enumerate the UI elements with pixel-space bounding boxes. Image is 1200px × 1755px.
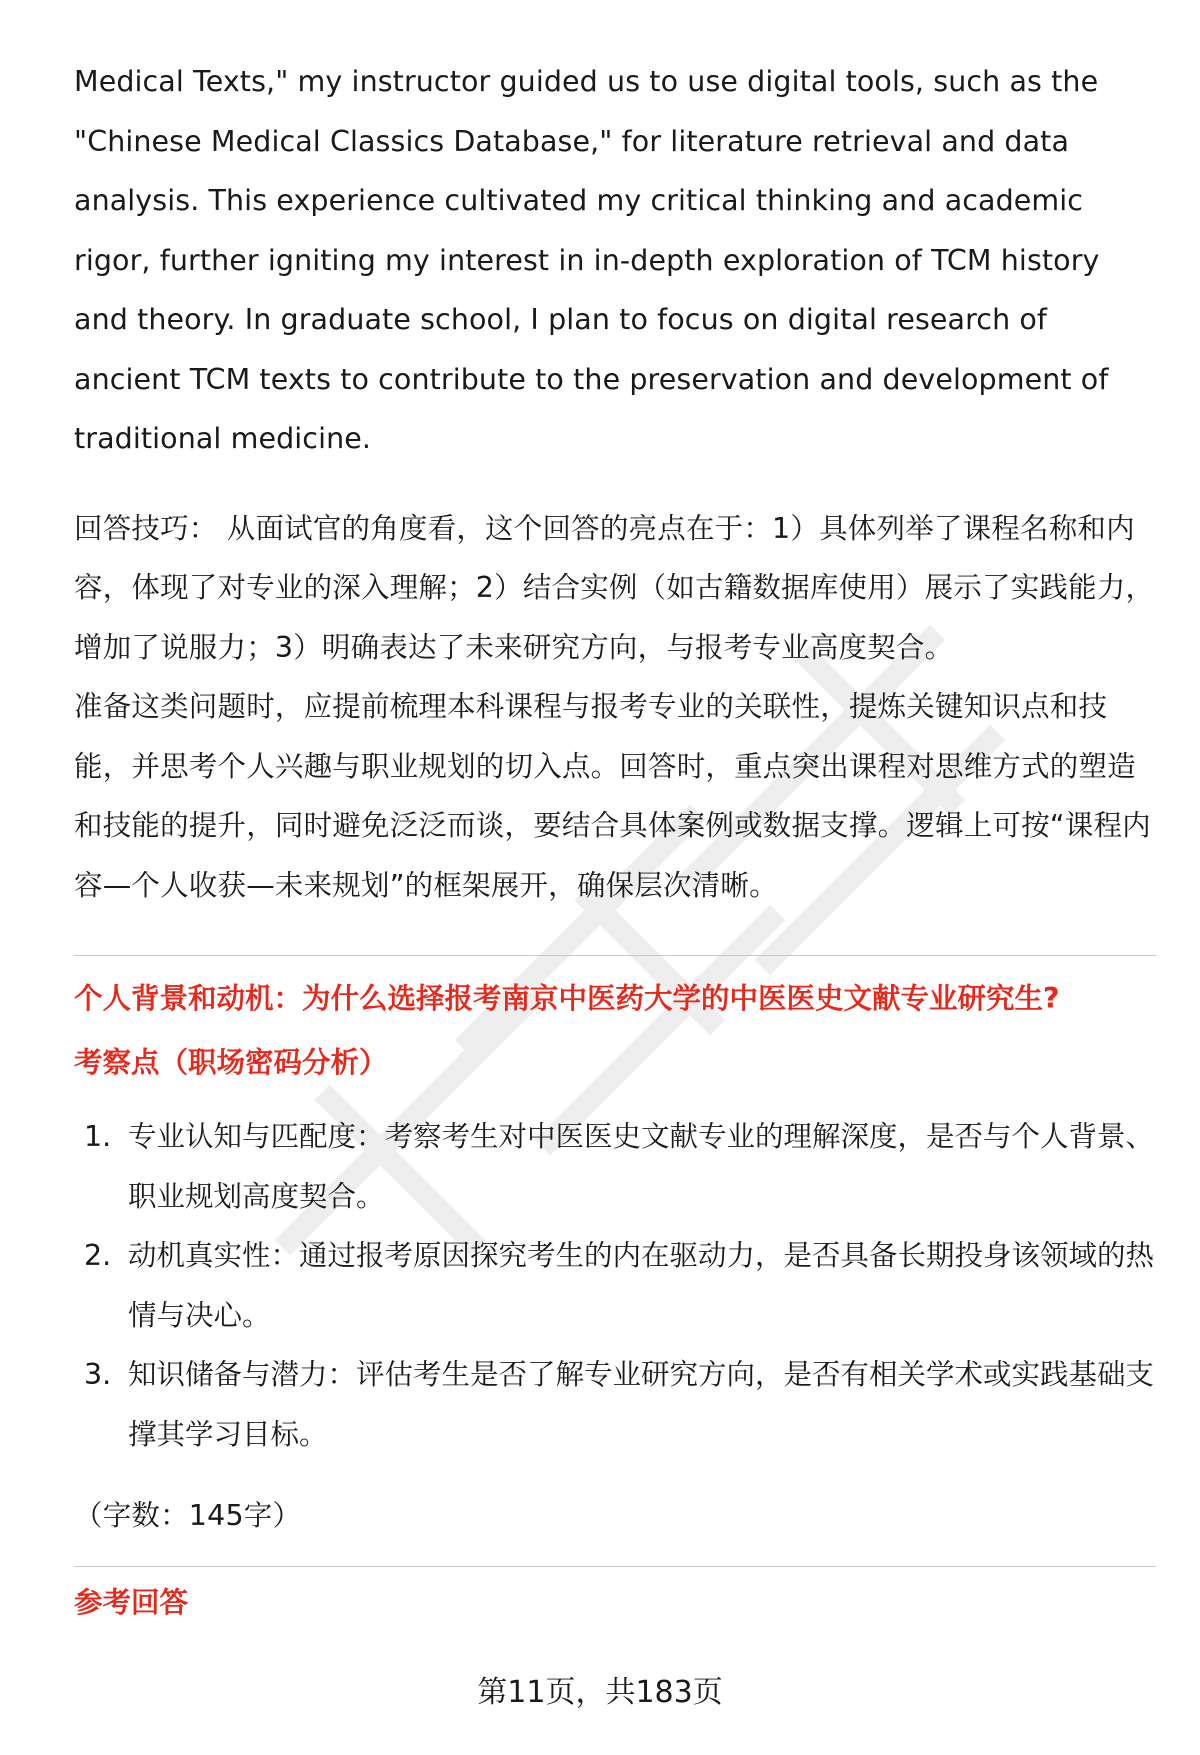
list-item-text: 知识储备与潜力：评估考生是否了解专业研究方向，是否有相关学术或实践基础支撑其学习目标。 — [128, 1358, 1155, 1451]
list-number: 3. — [84, 1358, 112, 1391]
word-count-note: （字数：145字） — [74, 1499, 302, 1532]
focus-points-heading: 考察点（职场密码分析） — [74, 1046, 388, 1079]
focus-points-list — [74, 1107, 1156, 1464]
list-item — [74, 1345, 1156, 1464]
reference-answer-heading: 参考回答 — [74, 1585, 189, 1619]
list-number: 1. — [84, 1120, 112, 1153]
answer-continuation-paragraph: Medical Texts," my instructor guided us to use digital tools, such as the "Chinese Medical Classics Database," for literature retrieval and data analysis. This experience cultivated my critical thinking and academic rigor, further igniting my interest in in-depth exploration of TCM history and theory. In graduate school, I plan to focus on digital research of ancient TCM texts to contribute to the preservation and development of traditional medicine. — [74, 65, 1109, 455]
answer-tips-paragraph: 回答技巧： 从面试官的角度看，这个回答的亮点在于：1）具体列举了课程名称和内容，体现了对专业的深入理解；2）结合实例（如古籍数据库使用）展示了实践能力，增加了说服力；3）明确表达了未来研究方向，与报考专业高度契合。 — [74, 511, 1155, 664]
page-number-footer: 第11页，共183页 — [477, 1675, 723, 1710]
list-number: 2. — [84, 1239, 112, 1272]
list-item — [74, 1226, 1156, 1345]
document-page — [74, 52, 1156, 1623]
preparation-advice-paragraph: 准备这类问题时，应提前梳理本科课程与报考专业的关联性，提炼关键知识点和技能，并思考个人兴趣与职业规划的切入点。回答时，重点突出课程对思维方式的塑造和技能的提升，同时避免泛泛而谈，要结合具体案例或数据支撑。逻辑上可按“课程内容—个人收获—未来规划”的框架展开，确保层次清晰。 — [74, 690, 1151, 902]
list-item-text: 专业认知与匹配度：考察考生对中医医史文献专业的理解深度，是否与个人背景、职业规划高度契合。 — [128, 1120, 1155, 1213]
question-heading: 个人背景和动机：为什么选择报考南京中医药大学的中医医史文献专业研究生? — [74, 982, 1060, 1015]
list-item — [74, 1107, 1156, 1226]
list-item-text: 动机真实性：通过报考原因探究考生的内在驱动力，是否具备长期投身该领域的热情与决心。 — [128, 1239, 1155, 1332]
